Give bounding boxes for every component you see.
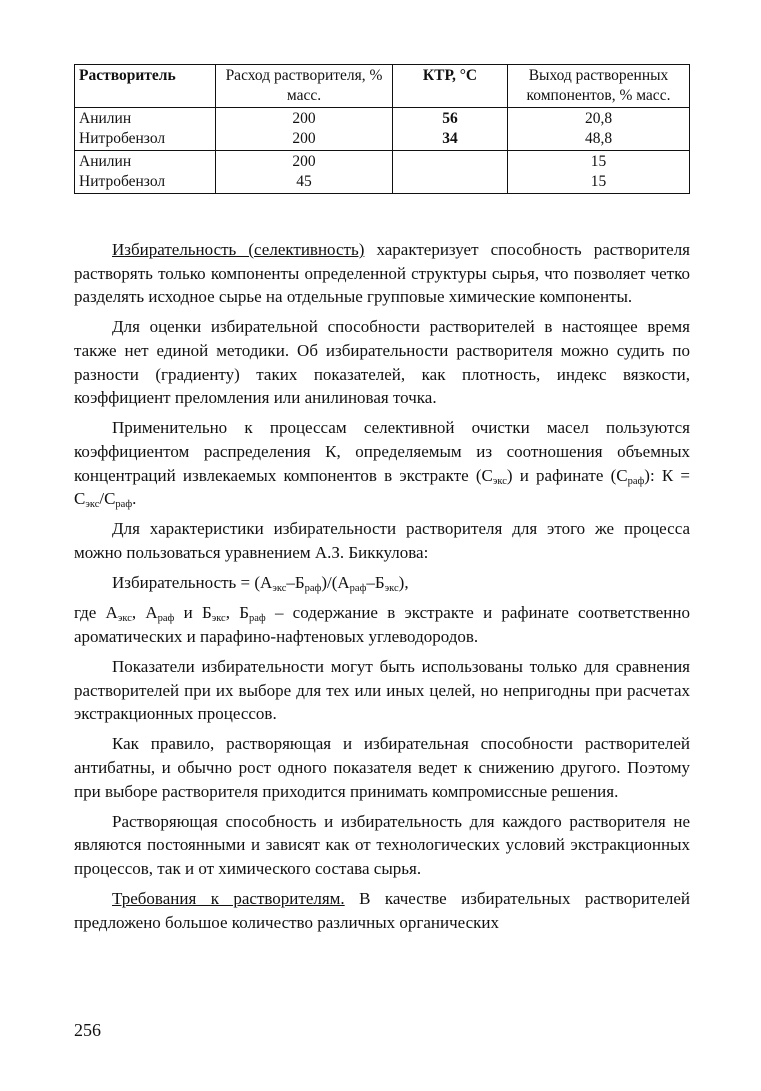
text-run: )/(А xyxy=(321,573,350,593)
cell-solvent xyxy=(75,151,216,194)
solvent-table xyxy=(74,64,690,194)
text-run: . xyxy=(132,489,137,509)
subscript: экс xyxy=(492,475,507,487)
header-yield: Выход растворенных компонентов, % масс. xyxy=(508,65,690,108)
text-run: /С xyxy=(99,489,116,509)
subscript: экс xyxy=(272,583,287,595)
cell-value: 45 xyxy=(296,173,312,190)
text-run: , А xyxy=(131,603,158,623)
paragraph-antibatic: Как правило, растворяющая и избирательная способности растворителей антибатны, и обычно рост одного показателя ведет к снижению другого. Поэтому при выборе растворителя приходится принимать компромиссные решения. xyxy=(74,734,690,801)
paragraph-requirements xyxy=(74,887,690,934)
subscript: экс xyxy=(117,613,132,625)
text-run: Применительно к процессам селективной очистки масел пользуются коэффициентом распределения К, определяемым из соотношения объемных концентраций извлекаемых компонентов в экстракте (С xyxy=(74,418,690,485)
paragraph-bikkulov: Для характеристики избирательности растворителя для этого же процесса можно пользоваться уравнением А.З. Биккулова: xyxy=(74,519,690,562)
subscript: раф xyxy=(157,613,175,625)
cell-ktr xyxy=(393,151,508,194)
subscript: экс xyxy=(384,583,399,595)
formula-selectivity xyxy=(74,571,690,595)
subscript: раф xyxy=(248,613,266,625)
cell-value: Нитробензол xyxy=(79,173,166,190)
subscript: экс xyxy=(211,613,226,625)
paragraph-distribution-coefficient xyxy=(74,416,690,510)
cell-ktr xyxy=(393,108,508,151)
header-ktr: КТР, °С xyxy=(393,65,508,108)
cell-value: 15 xyxy=(590,173,607,190)
subscript: раф xyxy=(627,475,645,487)
table-row xyxy=(75,151,690,194)
cell-value: 20,8 xyxy=(584,110,613,127)
cell-value: Нитробензол xyxy=(79,130,166,147)
table-row xyxy=(75,108,690,151)
text-run: ) и рафинате (С xyxy=(506,465,628,485)
subscript: раф xyxy=(304,583,322,595)
cell-value: Анилин xyxy=(79,110,132,127)
cell-value: 15 xyxy=(590,153,607,170)
paragraph-selectivity xyxy=(74,238,690,309)
cell-value: 200 xyxy=(292,130,316,147)
paragraph-text: В качестве избирательных растворителей предложено большое количество различных органических xyxy=(74,889,690,932)
cell-value: 48,8 xyxy=(584,130,613,147)
subscript: раф xyxy=(349,583,367,595)
cell-value: 34 xyxy=(442,130,458,147)
text-run: – содержание в экстракте и рафинате соответственно ароматических и парафино-нафтеновых углеводородов. xyxy=(74,603,691,646)
cell-solvent xyxy=(75,108,216,151)
text-run: –Б xyxy=(366,573,385,593)
subscript: экс xyxy=(85,499,100,511)
table-header-row xyxy=(75,65,690,108)
page-number: 256 xyxy=(74,1020,101,1040)
text-run: ): К = С xyxy=(74,465,690,509)
header-consumption: Расход растворителя, % масс. xyxy=(216,65,393,108)
heading-requirements: Требования к растворителям. xyxy=(112,889,345,909)
paragraph-text: характеризует способность растворителя растворять только компоненты определенной структуры сырья, что позволяет четко разделять исходное сырье на отдельные групповые химические компоненты. xyxy=(74,240,690,307)
text-run: ), xyxy=(398,573,409,593)
cell-value: 200 xyxy=(292,110,316,127)
cell-yield xyxy=(508,108,690,151)
header-solvent: Растворитель xyxy=(75,65,216,108)
text-run: –Б xyxy=(286,573,305,593)
cell-value: 56 xyxy=(442,110,458,127)
paragraph-evaluation: Для оценки избирательной способности растворителей в настоящее время также нет единой методики. Об избирательности растворителя можно судить по разности (градиенту) таких показателей, как плотность, индекс вязкости, коэффициент преломления или анилиновая точка. xyxy=(74,317,690,408)
body-text xyxy=(74,238,690,941)
paragraph-formula-legend xyxy=(74,601,690,648)
paragraph-dependence: Растворяющая способность и избирательность для каждого растворителя не являются постоянными и зависят как от технологических условий экстракционных процессов, так и от химического состава сырья. xyxy=(74,811,690,878)
text-run: и Б xyxy=(174,603,212,623)
cell-yield xyxy=(508,151,690,194)
cell-value: Анилин xyxy=(79,153,132,170)
cell-consumption xyxy=(216,151,393,194)
text-run: где А xyxy=(74,603,118,623)
text-run: , Б xyxy=(225,603,249,623)
term-selectivity: Избирательность (селективность) xyxy=(112,240,365,259)
subscript: раф xyxy=(115,499,133,511)
cell-value: 200 xyxy=(292,153,316,170)
paragraph-indicators: Показатели избирательности могут быть использованы только для сравнения растворителей при их выборе для тех или иных целей, но непригодны при расчетах экстракционных процессов. xyxy=(74,657,690,724)
cell-consumption xyxy=(216,108,393,151)
text-run: Избирательность = (А xyxy=(112,573,273,593)
